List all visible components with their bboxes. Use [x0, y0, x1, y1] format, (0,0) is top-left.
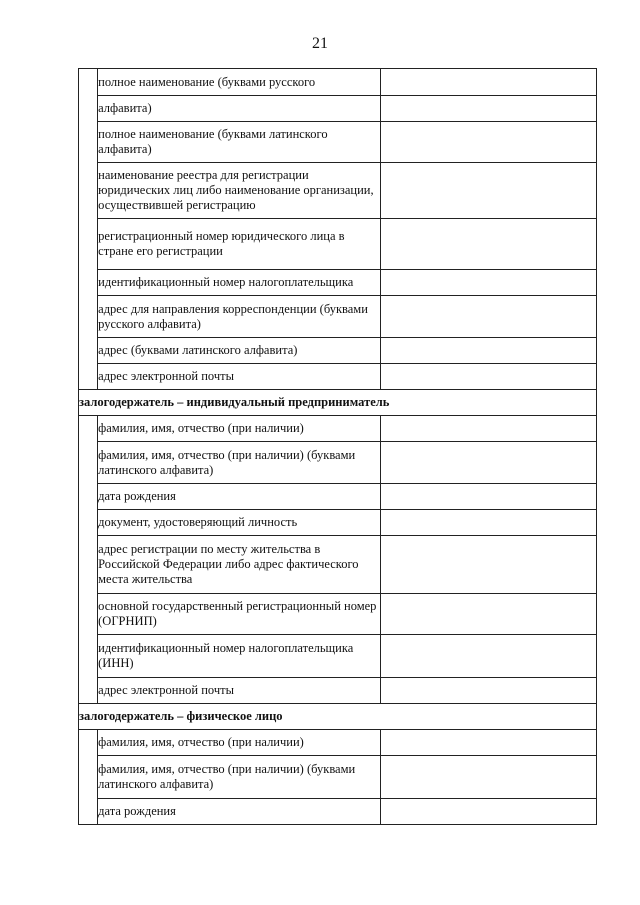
indent-cell: [79, 416, 98, 704]
row-label: дата рождения: [98, 799, 381, 825]
table-row: [79, 270, 597, 296]
row-label: алфавита): [98, 96, 381, 122]
table-row: [79, 296, 597, 338]
value-cell[interactable]: [381, 756, 597, 799]
value-cell[interactable]: [381, 96, 597, 122]
value-cell[interactable]: [381, 799, 597, 825]
row-label: полное наименование (буквами латинского алфавита): [98, 122, 381, 163]
value-cell[interactable]: [381, 122, 597, 163]
value-cell[interactable]: [381, 484, 597, 510]
value-cell[interactable]: [381, 442, 597, 484]
row-label: адрес регистрации по месту жительства в Российской Федерации либо адрес фактического места жительства: [98, 536, 381, 594]
table-row: [79, 799, 597, 825]
value-cell[interactable]: [381, 510, 597, 536]
value-cell[interactable]: [381, 364, 597, 390]
row-label: адрес электронной почты: [98, 364, 381, 390]
value-cell[interactable]: [381, 338, 597, 364]
row-label: адрес электронной почты: [98, 678, 381, 704]
table-row: [79, 364, 597, 390]
table-row: [79, 163, 597, 219]
section-title-ip: залогодержатель – индивидуальный предприниматель: [79, 390, 597, 416]
value-cell[interactable]: [381, 416, 597, 442]
value-cell[interactable]: [381, 296, 597, 338]
value-cell[interactable]: [381, 219, 597, 270]
value-cell[interactable]: [381, 730, 597, 756]
table-row: [79, 96, 597, 122]
row-label: регистрационный номер юридического лица в стране его регистрации: [98, 219, 381, 270]
value-cell[interactable]: [381, 594, 597, 635]
table-row: [79, 635, 597, 678]
row-label: фамилия, имя, отчество (при наличии) (буквами латинского алфавита): [98, 442, 381, 484]
table-row: [79, 678, 597, 704]
section-header-row: [79, 704, 597, 730]
section-header-row: [79, 390, 597, 416]
table-row: [79, 730, 597, 756]
row-label: фамилия, имя, отчество (при наличии) (буквами латинского алфавита): [98, 756, 381, 799]
table-row: [79, 219, 597, 270]
value-cell[interactable]: [381, 163, 597, 219]
section-title-fl: залогодержатель – физическое лицо: [79, 704, 597, 730]
row-label: дата рождения: [98, 484, 381, 510]
table-row: [79, 510, 597, 536]
table-row: [79, 594, 597, 635]
row-label: адрес (буквами латинского алфавита): [98, 338, 381, 364]
value-cell[interactable]: [381, 635, 597, 678]
row-label: идентификационный номер налогоплательщика (ИНН): [98, 635, 381, 678]
table-row: [79, 442, 597, 484]
row-label: наименование реестра для регистрации юридических лиц либо наименование организации, осуществившей регистрацию: [98, 163, 381, 219]
row-label: фамилия, имя, отчество (при наличии): [98, 730, 381, 756]
indent-cell: [79, 69, 98, 390]
table-row: [79, 536, 597, 594]
table-row: [79, 416, 597, 442]
table-row: [79, 338, 597, 364]
indent-cell: [79, 730, 98, 825]
value-cell[interactable]: [381, 536, 597, 594]
row-label: фамилия, имя, отчество (при наличии): [98, 416, 381, 442]
value-cell[interactable]: [381, 270, 597, 296]
table-row: [79, 756, 597, 799]
row-label: идентификационный номер налогоплательщика: [98, 270, 381, 296]
row-label: полное наименование (буквами русского: [98, 69, 381, 96]
page-number: 21: [312, 35, 328, 52]
table-row: [79, 69, 597, 96]
pledge-registry-form-table: [78, 68, 597, 825]
value-cell[interactable]: [381, 678, 597, 704]
row-label: основной государственный регистрационный номер (ОГРНИП): [98, 594, 381, 635]
value-cell[interactable]: [381, 69, 597, 96]
table-row: [79, 484, 597, 510]
table-row: [79, 122, 597, 163]
row-label: адрес для направления корреспонденции (буквами русского алфавита): [98, 296, 381, 338]
row-label: документ, удостоверяющий личность: [98, 510, 381, 536]
